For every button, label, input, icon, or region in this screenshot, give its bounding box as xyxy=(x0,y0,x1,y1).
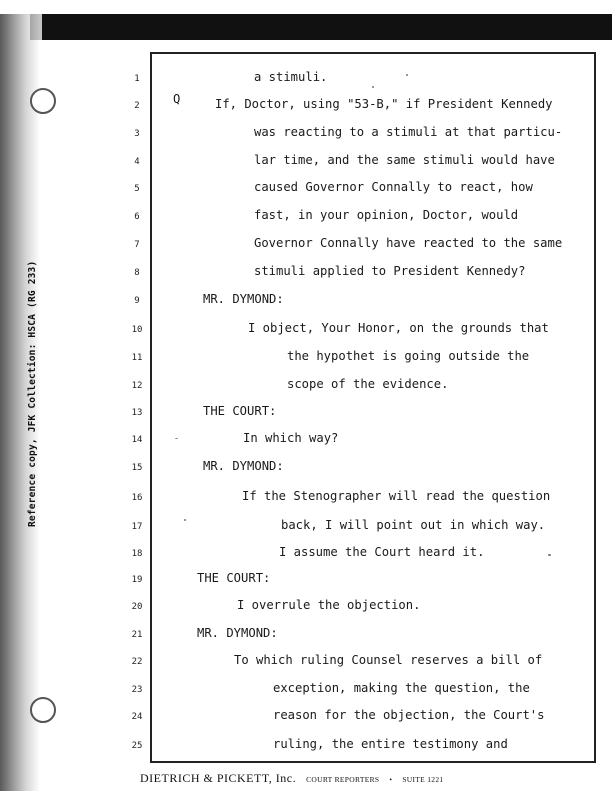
line-number: 6 xyxy=(134,212,140,222)
transcript-line: reason for the objection, the Court's xyxy=(273,708,545,722)
footer-court-reporters: COURT REPORTERS xyxy=(306,775,380,784)
transcript-line: If the Stenographer will read the question xyxy=(242,489,551,503)
transcript-line: was reacting to a stimuli at that particu- xyxy=(254,125,563,139)
transcript-line: If, Doctor, using "53-B," if President Kennedy xyxy=(215,97,553,111)
line-number: 15 xyxy=(131,463,143,473)
transcript-line: stimuli applied to President Kennedy? xyxy=(254,264,526,278)
line-number: 20 xyxy=(131,602,143,612)
transcript-line: exception, making the question, the xyxy=(273,681,530,695)
transcript-line: MR. DYMOND: xyxy=(203,459,284,473)
line-number: 3 xyxy=(134,129,140,139)
transcript-line: lar time, and the same stimuli would have xyxy=(254,153,555,167)
line-number: 13 xyxy=(131,408,143,418)
punch-hole xyxy=(30,697,56,723)
footer-suite: SUITE 1221 xyxy=(402,775,444,784)
line-number: 1 xyxy=(134,74,140,84)
line-number: 18 xyxy=(131,549,143,559)
line-number: 9 xyxy=(134,296,140,306)
transcript-line: MR. DYMOND: xyxy=(197,626,278,640)
transcript-line: back, I will point out in which way. xyxy=(281,518,546,532)
transcript-line: ruling, the entire testimony and xyxy=(273,737,508,751)
transcript-line: In which way? xyxy=(243,431,339,445)
line-number: 10 xyxy=(131,325,143,335)
line-number: 17 xyxy=(131,522,143,532)
line-number: 14 xyxy=(131,435,143,445)
line-number: 4 xyxy=(134,157,140,167)
scan-speck xyxy=(175,438,178,439)
line-number: 5 xyxy=(134,184,140,194)
transcript-line: Governor Connally have reacted to the same xyxy=(254,236,563,250)
line-number: 2 xyxy=(134,101,140,111)
page-footer xyxy=(140,769,443,787)
punch-hole xyxy=(30,88,56,114)
line-number: 23 xyxy=(131,685,143,695)
transcript-line: I assume the Court heard it. xyxy=(279,545,485,559)
footer-firm-name: DIETRICH & PICKETT, Inc. xyxy=(140,771,297,785)
line-number: 25 xyxy=(131,741,143,751)
transcript-line: I overrule the objection. xyxy=(237,598,421,612)
transcript-line: fast, in your opinion, Doctor, would xyxy=(254,208,519,222)
line-number: 22 xyxy=(131,657,143,667)
scan-speck xyxy=(372,86,374,88)
question-marker: Q xyxy=(173,92,181,106)
line-number: 16 xyxy=(131,493,143,503)
footer-bullet: • xyxy=(389,775,393,784)
line-number: 12 xyxy=(131,381,143,391)
transcript-line: To which ruling Counsel reserves a bill of xyxy=(234,653,543,667)
transcript-line: I object, Your Honor, on the grounds that xyxy=(248,321,549,335)
transcript-line: a stimuli. xyxy=(254,70,328,84)
scan-top-shadow xyxy=(30,14,612,40)
archive-reference-stamp: Reference copy, JFK Collection: HSCA (RG 233) xyxy=(27,260,38,527)
scan-speck xyxy=(548,554,551,556)
line-number: 24 xyxy=(131,712,143,722)
line-number: 21 xyxy=(131,630,143,640)
scan-speck xyxy=(184,519,186,521)
transcript-line: caused Governor Connally to react, how xyxy=(254,180,533,194)
scan-speck xyxy=(406,74,408,76)
line-number: 19 xyxy=(131,575,143,585)
transcript-line: scope of the evidence. xyxy=(287,377,449,391)
transcript-line: THE COURT: xyxy=(203,404,277,418)
line-number: 8 xyxy=(134,268,140,278)
transcript-line: the hypothet is going outside the xyxy=(287,349,530,363)
line-number: 7 xyxy=(134,240,140,250)
transcript-line: MR. DYMOND: xyxy=(203,292,284,306)
transcript-line: THE COURT: xyxy=(197,571,271,585)
line-number: 11 xyxy=(131,353,143,363)
